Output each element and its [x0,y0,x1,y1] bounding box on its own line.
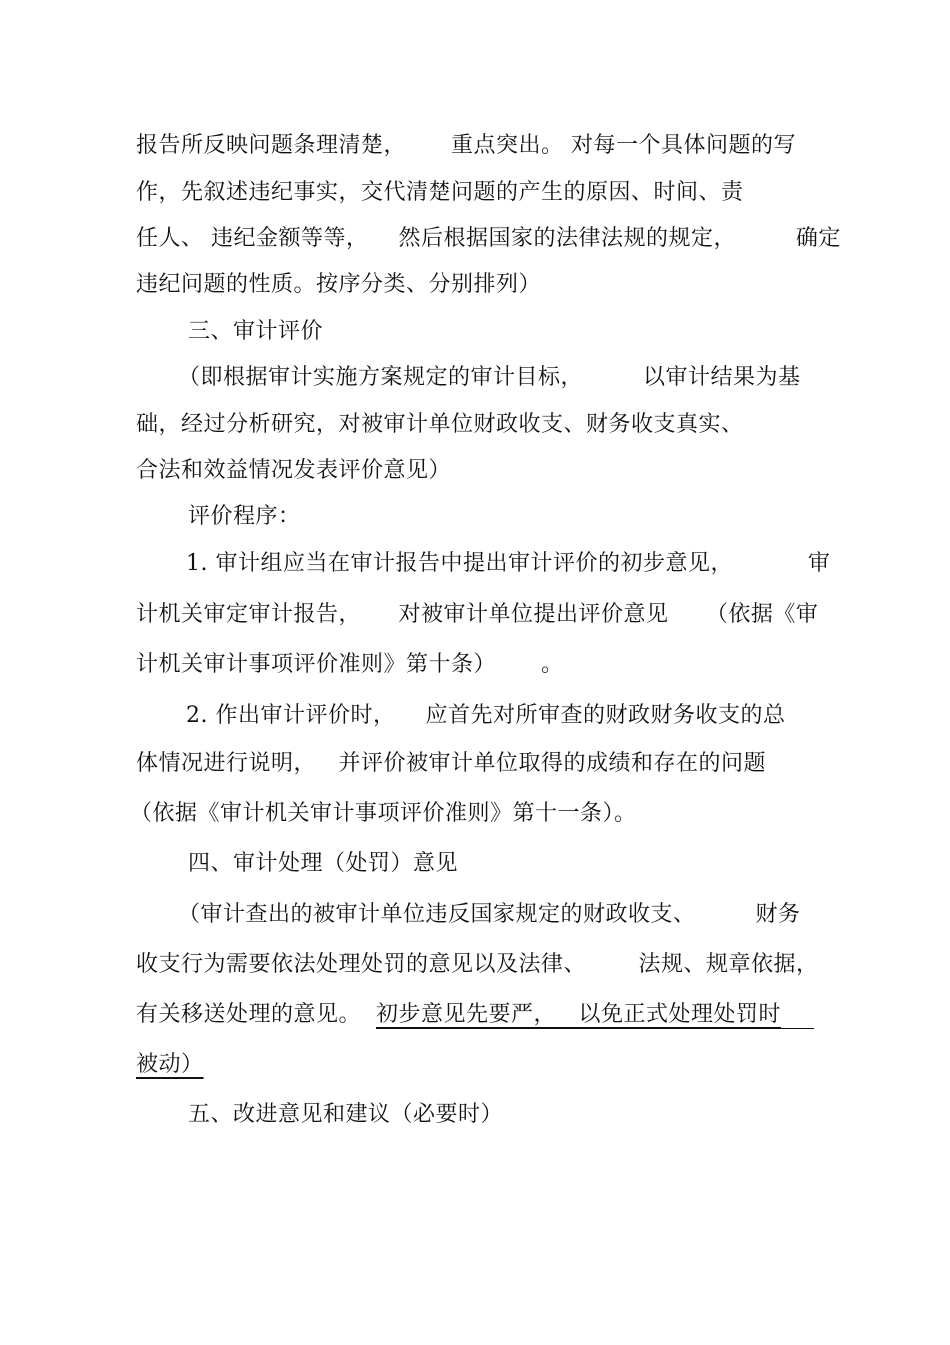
section-heading-improvement: 五、改进意见和建议（必要时） [188,1102,504,1127]
text-line-7: 础，经过分析研究，对被审计单位财政收支、财务收支真实、 [136,412,744,437]
text-line-6: （即根据审计实施方案规定的审计目标， 以审计结果为基 [178,365,801,390]
text-line-18: 收支行为需要依法处理处罚的意见以及法律、 法规、规章依据， [136,952,819,977]
text-line-12: 计机关审计事项评价准则》第十条） 。 [136,652,564,677]
numbered-item-1: 1. 审计组应当在审计报告中提出审计评价的初步意见， 审 [186,551,831,576]
text-line-1: 报告所反映问题条理清楚， 重点突出。 对每一个具体问题的写 [136,133,796,158]
underlined-text-2: 被动） [136,1052,204,1077]
text-line-19-plain: 有关移送处理的意见。 [136,1002,376,1027]
section-heading-audit-handling: 四、审计处理（处罚）意见 [188,851,459,876]
text-line-2: 作，先叙述违纪事实，交代清楚问题的产生的原因、时间、责 [136,180,744,205]
text-line-3: 任人、 违纪金额等等， 然后根据国家的法律法规的规定， 确定 [136,226,841,251]
text-line-20 [136,1050,204,1080]
text-line-17: （审计查出的被审计单位违反国家规定的财政收支、 财务 [178,902,801,927]
text-line-4: 违纪问题的性质。按序分类、分别排列） [136,272,542,297]
evaluation-procedure-heading: 评价程序： [188,504,301,529]
underline-rule [386,1028,814,1029]
text-line-14: 体情况进行说明， 并评价被审计单位取得的成绩和存在的问题 [136,751,766,776]
underlined-text-1: 初步意见先要严， 以免正式处理处罚时 [376,1002,781,1027]
numbered-item-2: 2. 作出审计评价时， 应首先对所审查的财政财务收支的总 [186,703,786,728]
text-line-19 [136,1000,781,1030]
text-line-15: （依据《审计机关审计事项评价准则》第十一条）。 [130,801,637,826]
section-heading-audit-evaluation: 三、审计评价 [188,319,324,344]
text-line-8: 合法和效益情况发表评价意见） [136,458,452,483]
text-line-11: 计机关审定审计报告， 对被审计单位提出评价意见 （依据《审 [136,602,819,627]
